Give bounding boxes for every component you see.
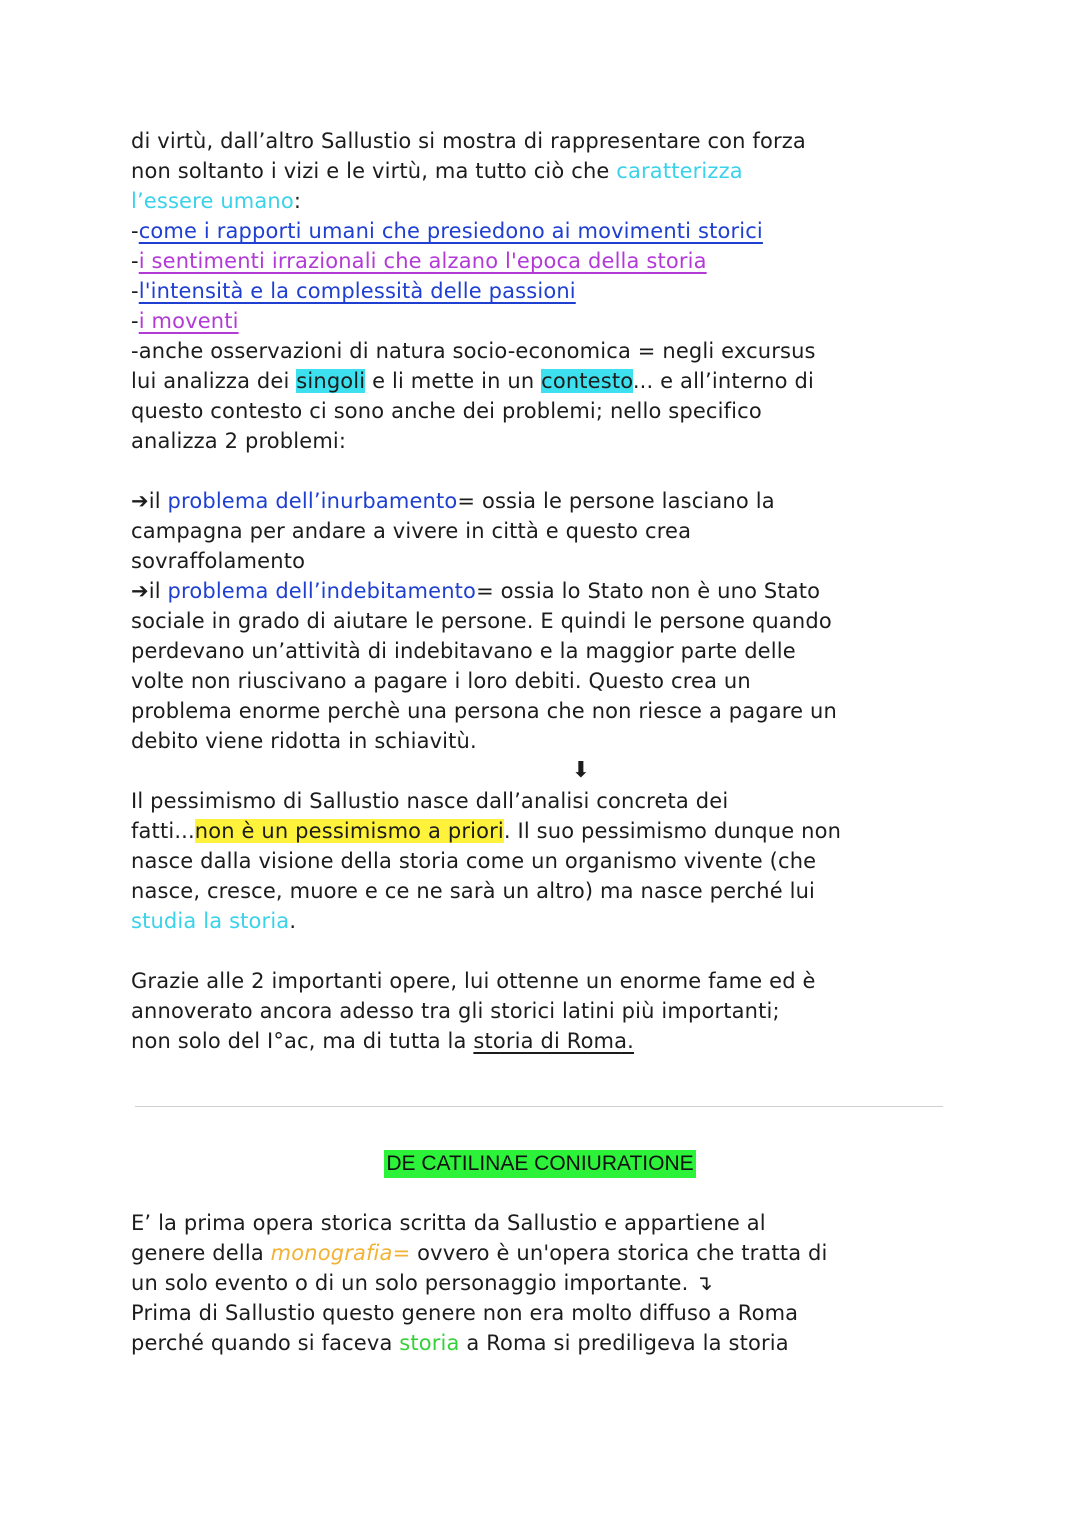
text-line [131, 636, 961, 666]
text-line [131, 336, 961, 366]
highlighted-word: contesto [541, 369, 633, 393]
catilina-body [131, 1208, 961, 1358]
text-line [131, 906, 961, 936]
text: ovvero è un'opera storica che tratta di [410, 1241, 828, 1265]
highlighted-phrase: non è un pessimismo a priori [194, 819, 504, 843]
section-title: DE CATILINAE CONIURATIONE [384, 1150, 695, 1178]
text: nasce dalla visione della storia come un organismo vivente (che [131, 849, 817, 873]
bullet-text: i sentimenti irrazionali che alzano l'epoca della storia [138, 249, 707, 273]
bullet-text: i moventi [138, 309, 239, 333]
text-line [131, 126, 961, 156]
notes-body [131, 126, 961, 1056]
text-line [131, 816, 961, 846]
text: non soltanto i vizi e le virtù, ma tutto ciò che [131, 159, 617, 183]
text: Il pessimismo di Sallustio nasce dall’analisi concreta dei [131, 789, 729, 813]
text-line [131, 1238, 961, 1268]
text-line [131, 186, 961, 216]
problem-term: problema dell’indebitamento [167, 579, 477, 603]
problem-term: problema dell’inurbamento [167, 489, 458, 513]
text: -anche osservazioni di natura socio-economica = negli excursus [131, 339, 816, 363]
text: non solo del I°ac, ma di tutta la [131, 1029, 474, 1053]
text: Prima di Sallustio questo genere non era molto diffuso a Roma [131, 1301, 799, 1325]
text-line [131, 846, 961, 876]
bullet-dash: - [131, 279, 139, 303]
text: problema enorme perchè una persona che non riesce a pagare un [131, 699, 837, 723]
text-line [131, 156, 961, 186]
bullet-text: come i rapporti umani che presiedono ai movimenti storici [138, 219, 763, 243]
text: volte non riuscivano a pagare i loro debiti. Questo crea un [131, 669, 751, 693]
spacer [131, 456, 961, 486]
text-line [131, 486, 961, 516]
bullet-dash: - [131, 219, 139, 243]
text: questo contesto ci sono anche dei problemi; nello specifico [131, 399, 762, 423]
down-arrow-icon: ⬇ [571, 758, 591, 783]
highlight-term: studia la storia [131, 909, 290, 933]
text: di virtù, dall’altro Sallustio si mostra di rappresentare con forza [131, 129, 806, 153]
text-line [131, 606, 961, 636]
text-line [131, 696, 961, 726]
section-divider [135, 1106, 943, 1107]
text-line [131, 666, 961, 696]
text-line [131, 576, 961, 606]
text: sociale in grado di aiutare le persone. E quindi le persone quando [131, 609, 832, 633]
text: ... e all’interno di [632, 369, 814, 393]
text: . Il suo pessimismo dunque non [503, 819, 842, 843]
text-line [131, 996, 961, 1026]
text: un solo evento o di un solo personaggio importante. ↴ [131, 1271, 714, 1295]
bullet-item [131, 216, 961, 246]
text-line [131, 396, 961, 426]
bullet-dash: - [131, 249, 139, 273]
text: . [289, 909, 297, 933]
highlight-term: l’essere umano [131, 189, 294, 213]
text-line [131, 546, 961, 576]
underlined-phrase: storia di Roma. [473, 1029, 635, 1053]
arrow-icon: ➔il [131, 489, 168, 513]
text: = ossia le persone lasciano la [457, 489, 775, 513]
arrow-icon: ➔il [131, 579, 168, 603]
highlight-term: storia [399, 1331, 460, 1355]
text-line [131, 1298, 961, 1328]
highlighted-word: singoli [296, 369, 366, 393]
highlight-term: monografia= [270, 1241, 411, 1265]
text: analizza 2 problemi: [131, 429, 347, 453]
text-line [131, 876, 961, 906]
bullet-item [131, 276, 961, 306]
bullet-item [131, 306, 961, 336]
bullet-dash: - [131, 309, 139, 333]
highlight-term: caratterizza [616, 159, 743, 183]
text: e li mette in un [365, 369, 542, 393]
text: perché quando si faceva [131, 1331, 400, 1355]
text-line [131, 726, 961, 756]
text: perdevano un’attività di indebitavano e la maggior parte delle [131, 639, 796, 663]
text: debito viene ridotta in schiavitù. [131, 729, 477, 753]
text: annoverato ancora adesso tra gli storici latini più importanti; [131, 999, 780, 1023]
text-line [131, 1328, 961, 1358]
text: : [293, 189, 302, 213]
text: campagna per andare a vivere in città e questo crea [131, 519, 692, 543]
text-line [131, 966, 961, 996]
text: genere della [131, 1241, 271, 1265]
section-title-wrap [0, 1150, 1080, 1178]
text-line [131, 516, 961, 546]
text-line [131, 366, 961, 396]
text: sovraffolamento [131, 549, 306, 573]
text-line [131, 426, 961, 456]
text: = ossia lo Stato non è uno Stato [476, 579, 821, 603]
text: a Roma si prediligeva la storia [459, 1331, 789, 1355]
text: fatti... [131, 819, 195, 843]
text-line [131, 1208, 961, 1238]
text: Grazie alle 2 importanti opere, lui ottenne un enorme fame ed è [131, 969, 816, 993]
text: nasce, cresce, muore e ce ne sarà un altro) ma nasce perché lui [131, 879, 816, 903]
text: E’ la prima opera storica scritta da Sallustio e appartiene al [131, 1211, 766, 1235]
text-line [131, 1026, 961, 1056]
bullet-item [131, 246, 961, 276]
spacer [131, 936, 961, 966]
text-line [131, 1268, 961, 1298]
text: lui analizza dei [131, 369, 297, 393]
bullet-text: l'intensità e la complessità delle passioni [138, 279, 576, 303]
text-line [131, 786, 961, 816]
